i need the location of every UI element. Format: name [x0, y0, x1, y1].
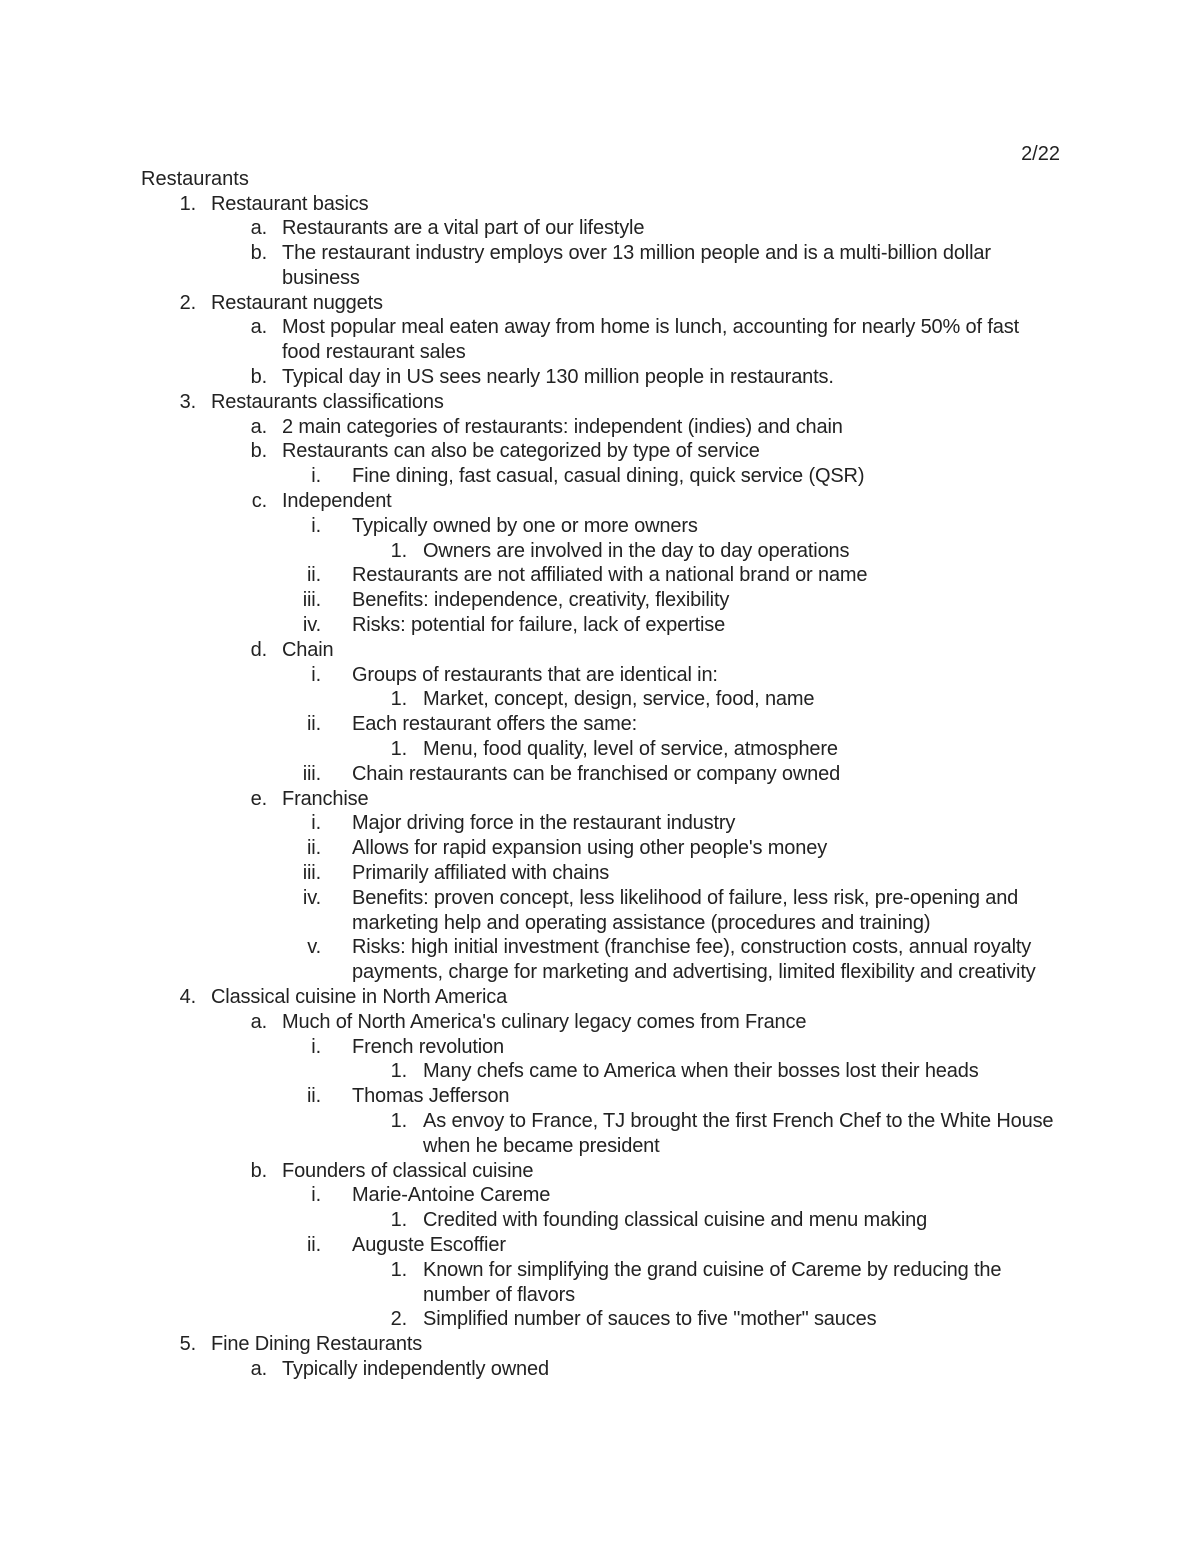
list-marker: 4. — [179, 986, 196, 1008]
list-marker: e. — [250, 787, 267, 810]
list-marker: i. — [311, 1184, 321, 1207]
outline-item-level-3 — [0, 1233, 1200, 1258]
list-item-text: Restaurant nuggets — [211, 291, 383, 314]
list-marker: a. — [250, 316, 267, 339]
list-marker: 1. — [390, 688, 407, 711]
outline-item-level-2 — [0, 1159, 1200, 1184]
outline-item-level-3 — [0, 613, 1200, 638]
outline-item-level-2 — [0, 415, 1200, 440]
list-marker: i. — [311, 812, 321, 835]
list-item-text: Auguste Escoffier — [352, 1233, 506, 1256]
outline-item-level-3 — [0, 712, 1200, 737]
list-item-text: Typical day in US sees nearly 130 million people in restaurants. — [282, 366, 834, 389]
outline-item-level-3 — [0, 836, 1200, 861]
list-item-text: Risks: high initial investment (franchise fee), construction costs, annual royalty payments, charge for marketing and advertising, limited flexibility and creativity — [352, 936, 1036, 984]
list-item-text: Benefits: proven concept, less likelihood of failure, less risk, pre-opening and marketing help and operating assistance (procedures and training) — [352, 886, 1019, 934]
outline-item-level-2 — [0, 315, 1200, 365]
list-marker: 5. — [179, 1333, 196, 1356]
outline-item-level-1 — [0, 1332, 1200, 1357]
list-item-text: Much of North America's culinary legacy comes from France — [282, 1010, 807, 1033]
list-item-text: Restaurants are not affiliated with a national brand or name — [352, 564, 868, 587]
list-marker: b. — [250, 366, 267, 389]
list-item-text: Typically independently owned — [282, 1357, 549, 1380]
list-item-text: Classical cuisine in North America — [211, 986, 508, 1008]
list-marker: iv. — [302, 886, 321, 909]
outline-item-level-3 — [0, 861, 1200, 886]
outline-item-level-4 — [0, 1208, 1200, 1233]
list-marker: 1. — [390, 738, 407, 761]
list-marker: iv. — [302, 614, 321, 637]
list-item-text: Typically owned by one or more owners — [352, 514, 698, 537]
outline-item-level-2 — [0, 439, 1200, 464]
list-marker: 1. — [390, 539, 407, 562]
outline-item-level-1 — [0, 985, 1200, 1010]
list-marker: a. — [250, 1010, 267, 1033]
list-marker: d. — [250, 638, 267, 661]
list-marker: i. — [311, 663, 321, 686]
list-marker: ii. — [307, 1233, 321, 1256]
list-marker: 1. — [390, 1060, 407, 1083]
list-item-text: Chain restaurants can be franchised or company owned — [352, 762, 841, 785]
list-marker: 2. — [390, 1308, 407, 1331]
list-marker: b. — [250, 1159, 267, 1182]
outline-item-level-4 — [0, 1059, 1200, 1084]
outline-item-level-1 — [0, 291, 1200, 316]
list-item-text: Risks: potential for failure, lack of expertise — [352, 614, 726, 637]
list-item-text: Market, concept, design, service, food, name — [423, 688, 815, 711]
outline-item-level-2 — [0, 241, 1200, 291]
outline-item-level-3 — [0, 464, 1200, 489]
outline-item-level-3 — [0, 1183, 1200, 1208]
outline-item-level-3 — [0, 935, 1200, 985]
list-marker: a. — [250, 415, 267, 438]
list-marker: ii. — [307, 1085, 321, 1108]
outline-item-level-4 — [0, 1307, 1200, 1332]
list-item-text: Restaurants are a vital part of our lifestyle — [282, 217, 645, 240]
list-item-text: Known for simplifying the grand cuisine of Careme by reducing the number of flavors — [423, 1258, 1002, 1306]
list-item-text: Primarily affiliated with chains — [352, 862, 610, 885]
outline-item-level-3 — [0, 588, 1200, 613]
outline-item-level-3 — [0, 514, 1200, 539]
outline-list — [0, 192, 1200, 1382]
list-item-text: Benefits: independence, creativity, flexibility — [352, 589, 730, 612]
list-item-text: Each restaurant offers the same: — [352, 713, 637, 736]
list-marker: i. — [311, 514, 321, 537]
list-item-text: Franchise — [282, 787, 369, 810]
list-item-text: French revolution — [352, 1035, 504, 1058]
outline-item-level-2 — [0, 787, 1200, 812]
list-marker: b. — [250, 242, 267, 265]
outline-item-level-2 — [0, 638, 1200, 663]
outline-item-level-2 — [0, 216, 1200, 241]
list-item-text: Thomas Jefferson — [352, 1085, 510, 1108]
outline-item-level-3 — [0, 762, 1200, 787]
list-marker: ii. — [307, 564, 321, 587]
list-marker: a. — [250, 1357, 267, 1380]
list-item-text: Restaurants can also be categorized by type of service — [282, 440, 760, 463]
list-item-text: Owners are involved in the day to day operations — [423, 539, 850, 562]
outline-item-level-4 — [0, 737, 1200, 762]
list-marker: 1. — [390, 1209, 407, 1232]
list-marker: 1. — [390, 1258, 407, 1281]
outline-item-level-1 — [0, 192, 1200, 217]
list-item-text: Major driving force in the restaurant industry — [352, 812, 736, 835]
list-marker: v. — [307, 936, 321, 959]
list-item-text: Marie-Antoine Careme — [352, 1184, 551, 1207]
list-item-text: Many chefs came to America when their bosses lost their heads — [423, 1060, 979, 1083]
list-item-text: Chain — [282, 638, 334, 661]
outline-item-level-3 — [0, 886, 1200, 936]
list-marker: ii. — [307, 837, 321, 860]
outline-item-level-1 — [0, 390, 1200, 415]
list-marker: a. — [250, 217, 267, 240]
list-item-text: Most popular meal eaten away from home is lunch, accounting for nearly 50% of fast food restaurant sales — [282, 316, 1019, 364]
list-marker: 1. — [179, 192, 196, 215]
outline-item-level-2 — [0, 365, 1200, 390]
outline-item-level-3 — [0, 663, 1200, 688]
list-marker: 3. — [179, 390, 196, 413]
outline-item-level-2 — [0, 1357, 1200, 1382]
list-marker: iii. — [302, 862, 321, 885]
list-marker: i. — [311, 1035, 321, 1058]
list-item-text: Founders of classical cuisine — [282, 1159, 534, 1182]
outline-item-level-3 — [0, 563, 1200, 588]
outline-item-level-2 — [0, 489, 1200, 514]
list-marker: i. — [311, 465, 321, 488]
outline-item-level-4 — [0, 1258, 1200, 1308]
page-date: 2/22 — [1021, 143, 1060, 165]
list-item-text: Fine dining, fast casual, casual dining, quick service (QSR) — [352, 465, 865, 488]
list-marker: c. — [251, 490, 267, 513]
list-item-text: Credited with founding classical cuisine and menu making — [423, 1209, 928, 1232]
list-item-text: Restaurant basics — [211, 192, 369, 215]
list-item-text: Independent — [282, 490, 392, 513]
list-item-text: Groups of restaurants that are identical in: — [352, 663, 718, 686]
list-item-text: Restaurants classifications — [211, 390, 444, 413]
outline-item-level-3 — [0, 1035, 1200, 1060]
list-item-text: Allows for rapid expansion using other people's money — [352, 837, 828, 860]
list-marker: iii. — [302, 762, 321, 785]
outline-item-level-2 — [0, 1010, 1200, 1035]
list-marker: b. — [250, 440, 267, 463]
list-item-text: Fine Dining Restaurants — [211, 1333, 423, 1356]
outline-item-level-3 — [0, 811, 1200, 836]
list-marker: 1. — [390, 1109, 407, 1132]
outline-item-level-4 — [0, 1109, 1200, 1159]
list-marker: 2. — [179, 291, 196, 314]
list-item-text: 2 main categories of restaurants: independent (indies) and chain — [282, 415, 843, 438]
list-item-text: Menu, food quality, level of service, atmosphere — [423, 738, 838, 761]
outline-item-level-3 — [0, 1084, 1200, 1109]
list-item-text: As envoy to France, TJ brought the first French Chef to the White House when he became president — [423, 1109, 1054, 1157]
outline-item-level-4 — [0, 539, 1200, 564]
document-title: Restaurants — [141, 168, 249, 190]
list-item-text: The restaurant industry employs over 13 million people and is a multi-billion dollar business — [282, 242, 991, 289]
list-item-text: Simplified number of sauces to five "mother" sauces — [423, 1308, 877, 1331]
list-marker: ii. — [307, 713, 321, 736]
list-marker: iii. — [302, 589, 321, 612]
outline-item-level-4 — [0, 687, 1200, 712]
